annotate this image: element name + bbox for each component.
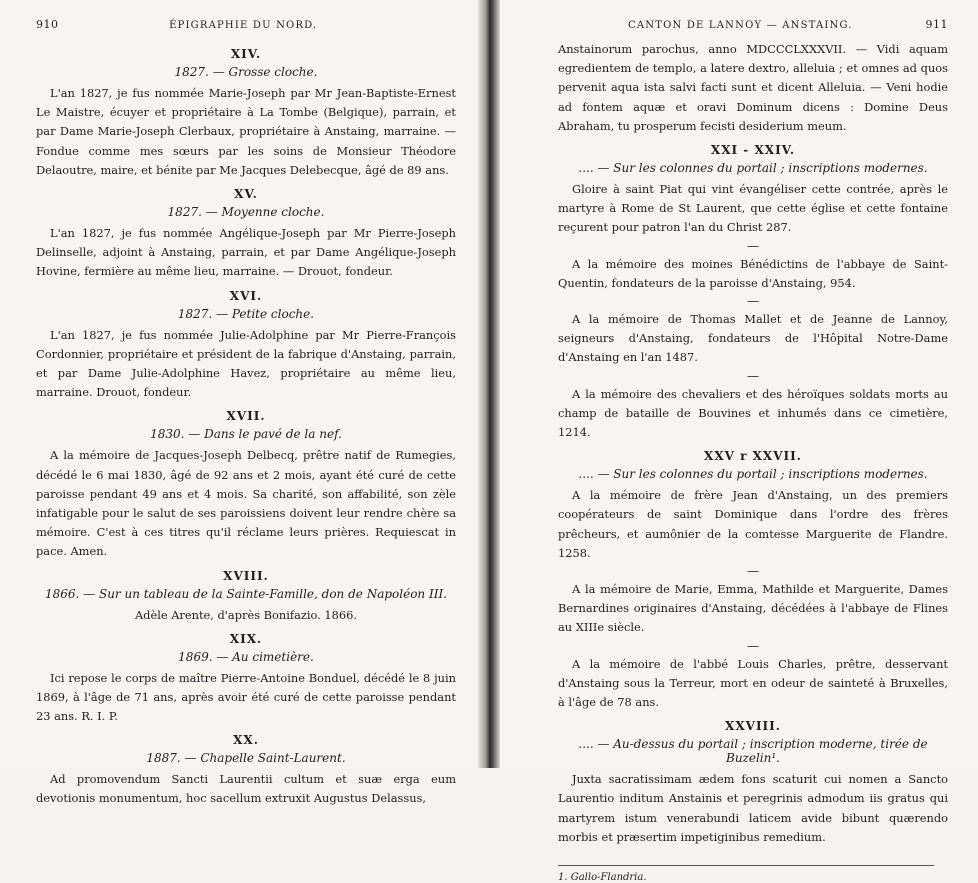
- footnote: 1. Gallo-Flandria.: [558, 872, 647, 883]
- entry-number: XXVIII.: [725, 719, 781, 734]
- right-running-title: CANTON DE LANNOY — ANSTAING.: [628, 20, 853, 31]
- left-page-number: 910: [36, 18, 59, 31]
- entry-subtitle: 1869. — Au cimetière.: [178, 649, 314, 664]
- entry-text: L'an 1827, je fus nommée Angélique-Joseph par Mr Pierre-Joseph Delinselle, adjoint à Anstaing, parrain, et par Dame Angélique-Joseph Hovine, fermière au même lieu, marraine. — Drouot, fondeur.: [36, 226, 456, 279]
- entry-text: Ici repose le corps de maître Pierre-Antoine Bonduel, décédé le 8 juin 1869, à l'âge de 71 ans, après avoir été curé de cette paroisse pendant 23 ans. R. I. P.: [36, 670, 456, 724]
- entry-text: Adèle Arente, d'après Bonifazio. 1866.: [134, 607, 358, 622]
- entry-xxv-xxvii: [558, 449, 948, 712]
- entry-number: XXI - XXIV.: [710, 143, 796, 158]
- entry-text: Ad promovendum Sancti Laurentii cultum et suæ erga eum devotionis monumentum, hoc sacellum extruxit Augustus Delassus,: [36, 772, 456, 806]
- entry-subtitle: .... — Sur les colonnes du portail ; inscriptions modernes.: [578, 161, 928, 176]
- entry-xvii: [36, 409, 456, 561]
- inscription-text: A la mémoire de Thomas Mallet et de Jeanne de Lannoy, seigneurs d'Anstaing, fondateurs de l'Hôpital Notre-Dame d'Anstaing en l'an 1487.: [558, 312, 948, 365]
- entry-text: L'an 1827, je fus nommée Julie-Adolphine par Mr Pierre-François Cordonnier, propriétaire et président de la fabrique d'Anstaing, parrain, et par Dame Julie-Adolphine Havez, propriétaire au même lieu, marraine. Drouot, fondeur.: [36, 327, 456, 400]
- entry-xxviii: [558, 719, 948, 847]
- entry-number: XVI.: [229, 288, 263, 303]
- left-page: [0, 0, 478, 806]
- entry-subtitle: 1830. — Dans le pavé de la nef.: [150, 427, 342, 442]
- entry-xv: [36, 187, 456, 282]
- entry-subtitle: 1827. — Petite cloche.: [177, 306, 315, 321]
- inscription-text: A la mémoire de Marie, Emma, Mathilde et Marguerite, Dames Bernardines originaires d'Anstaing, décédées à l'abbaye de Flines au XIIIe siècle.: [558, 582, 948, 635]
- entry-number: XIV.: [230, 47, 262, 61]
- right-page-number: 911: [925, 18, 948, 31]
- entry-xviii: [36, 569, 456, 625]
- inscription-text: A la mémoire de l'abbé Louis Charles, prêtre, desservant d'Anstaing sous la Terreur, mort en odeur de sainteté à Bruxelles, à l'âge de 78 ans.: [558, 656, 948, 710]
- entry-xix: [36, 632, 456, 727]
- entry-number: XVII.: [226, 409, 266, 424]
- entry-xvi: [36, 289, 456, 403]
- left-running-head: [36, 18, 456, 40]
- right-page: [500, 0, 978, 883]
- inscription-text: Gloire à saint Piat qui vint évangéliser cette contrée, après le martyre à Rome de St Laurent, que cette église et cette fontaine reçurent pour patron l'an du Christ 287.: [558, 182, 948, 235]
- separator-dash: —: [747, 238, 759, 253]
- inscription-text: Juxta sacratissimam ædem fons scaturit cui nomen a Sancto Laurentio inditum Anstainis et peregrinis admodum iis gratus qui martyrem istum venerabundi laticem avide bibunt quærendo morbis et præsertim impetiginibus remedium.: [558, 772, 948, 844]
- entry-subtitle: 1866. — Sur un tableau de la Sainte-Famille, don de Napoléon III.: [44, 586, 447, 601]
- entry-number: XV.: [234, 187, 258, 202]
- book-gutter: [478, 0, 500, 768]
- entry-number: XXV r XXVII.: [704, 449, 802, 464]
- footnote-rule: [558, 865, 934, 866]
- right-running-head: [558, 18, 948, 40]
- entry-xxi-xxiv: [558, 143, 948, 442]
- entry-number: XX.: [233, 733, 259, 748]
- entry-subtitle: 1887. — Chapelle Saint-Laurent.: [146, 751, 346, 766]
- entry-number: XIX.: [229, 631, 263, 646]
- entry-subtitle: 1827. — Moyenne cloche.: [167, 205, 325, 220]
- entry-xx: [36, 733, 456, 808]
- separator-dash: —: [747, 368, 759, 383]
- inscription-text: A la mémoire des moines Bénédictins de l'abbaye de Saint-Quentin, fondateurs de la paroisse d'Anstaing, 954.: [558, 256, 948, 290]
- inscription-text: A la mémoire des chevaliers et des héroïques soldats morts au champ de bataille de Bouvines et inhumés dans ce cimetière, 1214.: [558, 386, 948, 440]
- entry-text: L'an 1827, je fus nommée Marie-Joseph par Mr Jean-Baptiste-Ernest Le Maistre, écuyer et propriétaire à La Tombe (Belgique), parrain, et par Dame Marie-Joseph Clerbaux, propriétaire à Anstaing, marraine. — Fondue comme mes sœurs par les soins de Monsieur Théodore Delaoutre, maire, et bénite par Me Jacques Delebecque, âgé de 89 ans.: [36, 86, 456, 177]
- entry-subtitle: .... — Au-dessus du portail ; inscription moderne, tirée de Buzelin¹.: [578, 737, 928, 766]
- entry-number: XVIII.: [223, 568, 269, 583]
- entry-xiv: [36, 47, 456, 180]
- separator-dash: —: [747, 638, 759, 653]
- entry-text: A la mémoire de Jacques-Joseph Delbecq, prêtre natif de Rumegies, décédé le 6 mai 1830, âgé de 92 ans et 2 mois, ayant été curé de cette paroisse pendant 49 ans et 4 mois. Sa charité, son affabilité, son zèle infatigable pour le salut de ses paroissiens doivent leur rendre chère sa mémoire. C'est à ces titres qu'il réclame leurs prières. Requiescat in pace. Amen.: [36, 448, 456, 559]
- separator-dash: —: [747, 294, 759, 309]
- left-running-title: ÉPIGRAPHIE DU NORD.: [169, 20, 318, 31]
- entry-subtitle: 1827. — Grosse cloche.: [174, 65, 318, 79]
- inscription-text: A la mémoire de frère Jean d'Anstaing, un des premiers coopérateurs de saint Dominique dans l'ordre des frères prêcheurs, et aumônier de la comtesse Marguerite de Flandre. 1258.: [558, 488, 948, 560]
- separator-dash: —: [747, 564, 759, 579]
- continuation-text: Anstainorum parochus, anno MDCCCLXXXVII. — Vidi aquam egredientem de templo, a latere dextro, alleluia ; et omnes ad quos pervenit aqua ista salvi facti sunt et dicent Alleluia. — Veni hodie ad fontem aquæ et oravi Dominum dicens : Domine Deus Abraham, tu prosperum fecisti desiderium meum.: [558, 42, 948, 133]
- entry-subtitle: .... — Sur les colonnes du portail ; inscriptions modernes.: [578, 467, 928, 482]
